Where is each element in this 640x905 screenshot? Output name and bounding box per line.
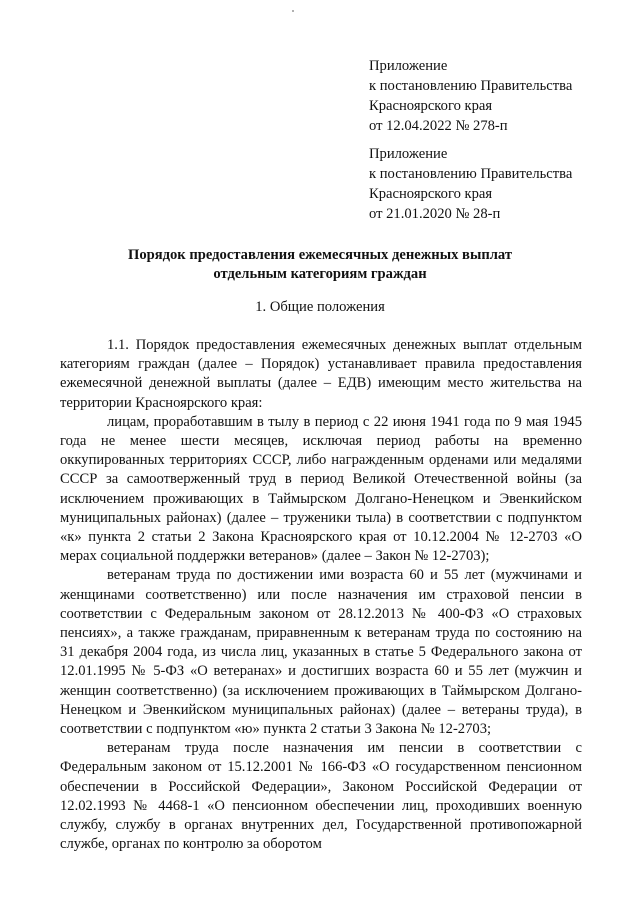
appendix-original-line4: от 21.01.2020 № 28-п	[369, 206, 501, 222]
document-title-line2: отдельным категориям граждан	[213, 266, 427, 282]
appendix-original-line3: Красноярского края	[369, 186, 493, 202]
paragraph-home-front-workers: лицам, проработавшим в тылу в период с 22 июня 1941 года по 9 мая 1945 года не менее шести месяцев, исключая период работы на временно оккупированных территориях СССР, либо награжденным орденами или медалями СССР за самоотверженный труд в период Великой Отечественной войны (за исключением проживающих в Таймырском Долгано-Ненецком и Эвенкийском муниципальных районах) (далее – труженики тыла) в соответствии с подпунктом «к» пункта 2 статьи 2 Закона Красноярского края от 10.12.2004 № 12-2703 «О мерах социальной поддержки ветеранов» (далее – Закон № 12-2703);	[60, 413, 582, 565]
document-title	[0, 246, 640, 284]
paragraph-1-1: 1.1. Порядок предоставления ежемесячных денежных выплат отдельным категориям граждан (далее – Порядок) устанавливает правила предоставления ежемесячной денежной выплаты (далее – ЕДВ) имеющим место жительства на территории Красноярского края:	[60, 337, 582, 411]
scan-mark	[292, 10, 294, 12]
document-body	[60, 336, 582, 854]
appendix-current-line1: Приложение	[369, 58, 448, 74]
appendix-current	[369, 56, 572, 136]
appendix-current-line3: Красноярского края	[369, 98, 493, 114]
appendix-current-line4: от 12.04.2022 № 278-п	[369, 118, 508, 134]
paragraph-labor-veterans-pension: ветеранам труда после назначения им пенсии в соответствии с Федеральным законом от 15.12.2001 № 166-ФЗ «О государственном пенсионном обеспечении в Российской Федерации», Законом Российской Федерации от 12.02.1993 № 4468-1 «О пенсионном обеспечении лиц, проходивших военную службу, службу в органах внутренних дел, Государственной противопожарной службе, органах по контролю за оборотом	[60, 740, 582, 853]
appendix-original-line1: Приложение	[369, 146, 448, 162]
section-heading: 1. Общие положения	[255, 299, 385, 315]
appendix-original	[369, 144, 572, 224]
appendix-original-line2: к постановлению Правительства	[369, 166, 573, 182]
document-title-line1: Порядок предоставления ежемесячных денежных выплат	[127, 247, 513, 263]
paragraph-labor-veterans-age: ветеранам труда по достижении ими возраста 60 и 55 лет (мужчинами и женщинами соответственно) или после назначения им страховой пенсии в соответствии с Федеральным законом от 28.12.2013 № 400-ФЗ «О страховых пенсиях», а также гражданам, приравненным к ветеранам труда по состоянию на 31 декабря 2004 года, из числа лиц, указанных в статье 5 Федерального закона от 12.01.1995 № 5-ФЗ «О ветеранах» и достигших возраста 60 и 55 лет (мужчин и женщин соответственно) (за исключением проживающих в Таймырском Долгано-Ненецком и Эвенкийском муниципальных районах) (далее – ветераны труда), в соответствии с подпунктом «ю» пункта 2 статьи 3 Закона № 12-2703;	[60, 567, 582, 738]
appendix-current-line2: к постановлению Правительства	[369, 78, 573, 94]
